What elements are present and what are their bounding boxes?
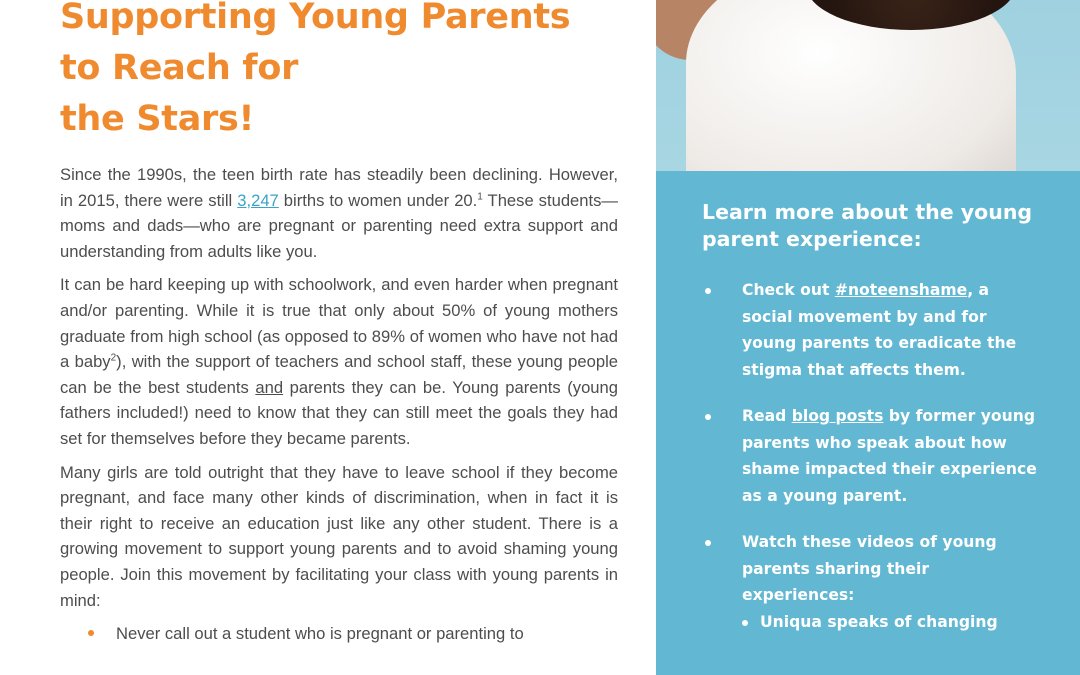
list-item (702, 403, 1042, 509)
article-body (60, 162, 618, 647)
sidebar-panel (656, 171, 1080, 675)
list-item[interactable]: Uniqua speaks of changing (742, 609, 1042, 636)
item3-text: Watch these videos of young parents sharing their experiences: (742, 533, 997, 604)
sidebar-list (702, 277, 1042, 655)
title-line-2: to Reach for (60, 48, 299, 88)
sidebar-title: Learn more about the young parent experience: (702, 200, 1033, 251)
page-title (60, 0, 620, 145)
footnote-2: 2 (110, 352, 117, 364)
p1-text-3: These students—moms and dads—who are pregnant or parenting need extra support and understanding from adults like you. (60, 190, 619, 261)
title-line-1: Supporting Young Parents (60, 0, 571, 37)
births-stat-link[interactable]: 3,247 (237, 190, 279, 210)
paragraph-3: Many girls are told outright that they have to leave school if they become pregnant, and face many other kinds of discrimination, when in fact it is their right to receive an education just like any other student. There is a growing movement to support young parents and to avoid shaming young people. Join this movement by facilitating your class with young parents in mind: (60, 462, 618, 610)
title-line-3: the Stars! (60, 99, 255, 139)
paragraph-1 (60, 162, 618, 264)
list-item (702, 277, 1042, 383)
item1-text-2: , a social movement by and for young parents to eradicate the stigma that affects them. (742, 281, 1017, 379)
tips-list (60, 621, 618, 647)
p1-text-2: births to women under 20. (278, 190, 478, 210)
videos-sublist (742, 609, 1042, 636)
p2-underlined-word: and (255, 377, 284, 397)
p2-text-2: ), with the support of teachers and school staff, these young people can be the best students (60, 352, 618, 397)
paragraph-2 (60, 272, 618, 451)
p2-text: It can be hard keeping up with schoolwork, and even harder when pregnant and/or parenting. While it is true that only about 50% of young mothers graduate from high school (as opposed to 89% of women who have not had a baby (60, 275, 618, 372)
p1-text: Since the 1990s, the teen birth rate has steadily been declining. However, in 2015, there were still (60, 165, 618, 210)
item2-text: Read (742, 407, 792, 425)
noteenshame-link[interactable]: #noteenshame (834, 281, 968, 299)
footnote-1: 1 (477, 191, 483, 203)
blog-posts-link[interactable]: blog posts (791, 407, 884, 425)
item1-text: Check out (742, 281, 835, 299)
photo-shirt (686, 0, 1016, 171)
p2-text-3: parents they can be. Young parents (young fathers included!) need to know that they can still meet the goals they had set for themselves before they became parents. (60, 377, 618, 448)
header-photo (656, 0, 1080, 171)
item2-text-2: by former young parents who speak about how shame impacted their experience as a young parent. (742, 407, 1037, 505)
list-item (702, 529, 1042, 635)
list-item: Never call out a student who is pregnant or parenting to (60, 621, 618, 647)
